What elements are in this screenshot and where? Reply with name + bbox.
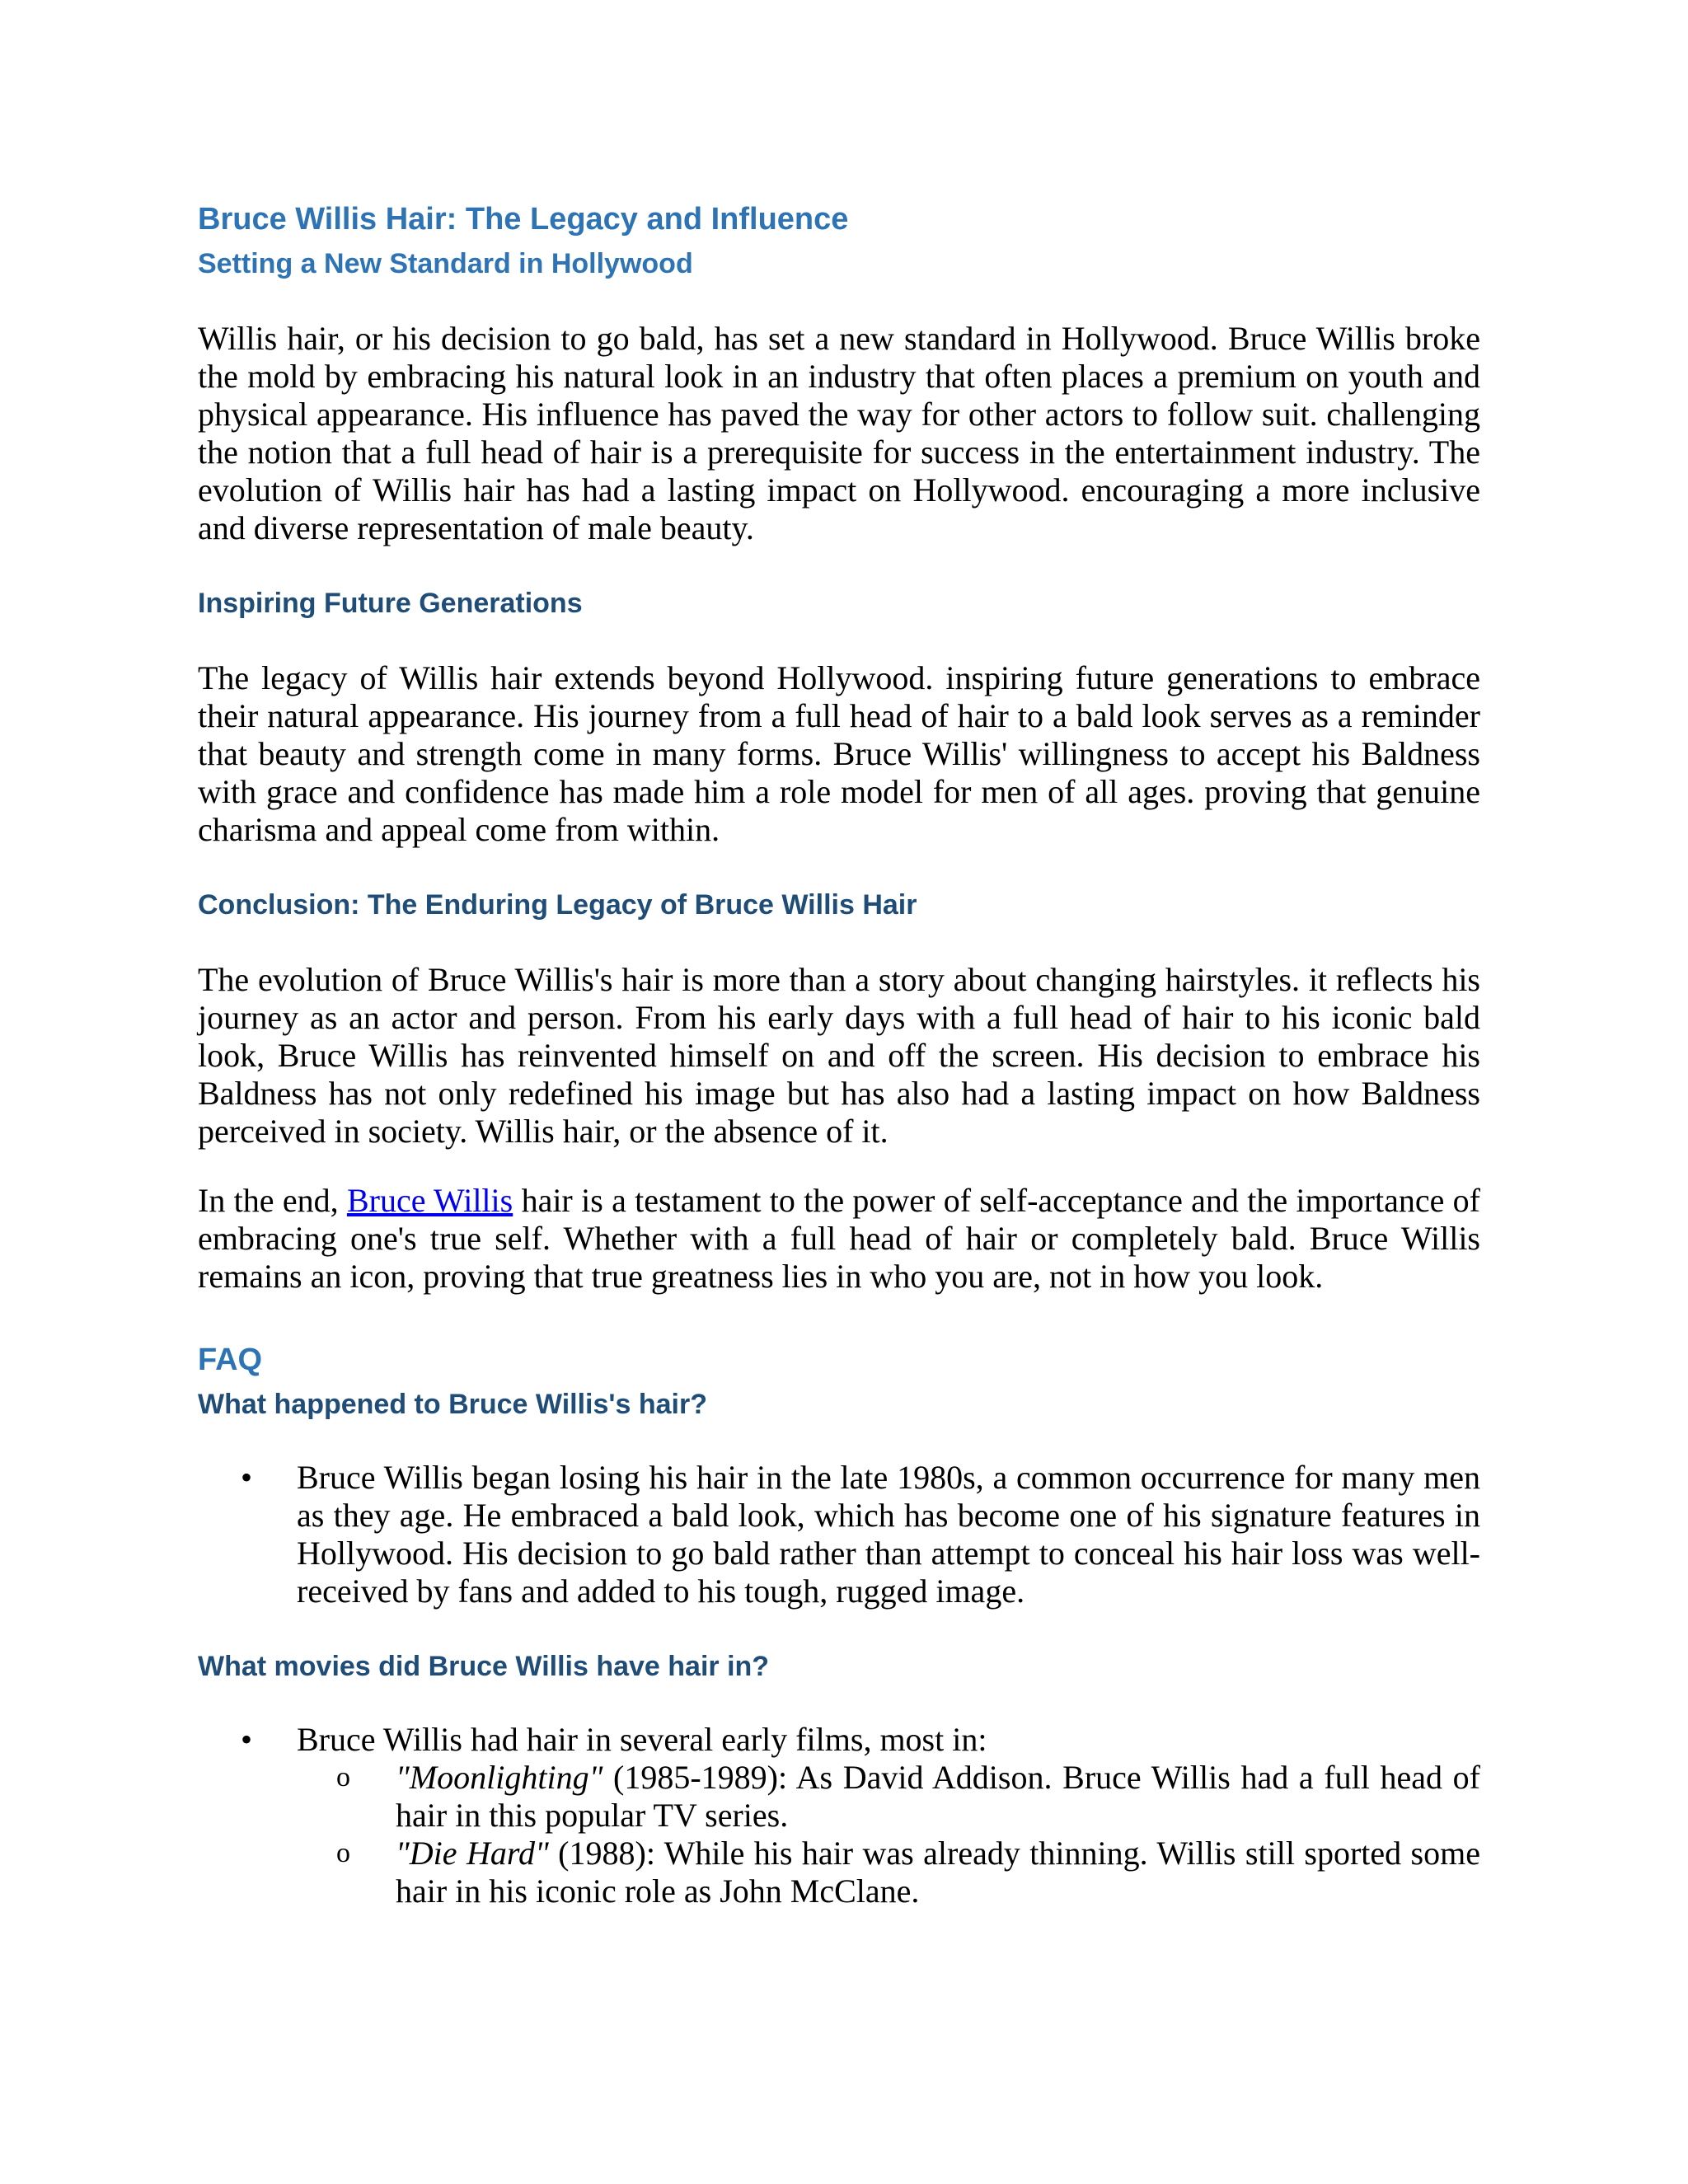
movie-list (297, 1759, 1480, 1910)
faq-answer-2: Bruce Willis had hair in several early films, most in: (297, 1721, 987, 1758)
section-heading-conclusion: Conclusion: The Enduring Legacy of Bruce Willis Hair (198, 889, 917, 921)
document-content (198, 196, 1480, 1910)
paragraph-conclusion-2 (198, 1182, 1480, 1296)
bullet-icon: • (241, 1721, 253, 1758)
paragraph-text: hair is a testament to the power of self-acceptance and the importance of embracing one's true self. Whether with a full head of hair or completely bald. Bruce Willis remains an icon, proving that true greatness lies in who you are, not in how you look. (198, 1182, 1480, 1295)
movie-title: "Moonlighting" (396, 1759, 603, 1796)
movie-item (297, 1835, 1480, 1910)
sub-bullet-icon: o (336, 1838, 350, 1868)
faq-question-1: What happened to Bruce Willis's hair? (198, 1389, 707, 1420)
movie-item (297, 1759, 1480, 1835)
list-item (198, 1459, 1480, 1610)
document-title: Bruce Willis Hair: The Legacy and Influence (198, 202, 849, 237)
bullet-icon: • (241, 1459, 253, 1496)
paragraph-generations: The legacy of Willis hair extends beyond Hollywood. inspiring future generations to embrace their natural appearance. His journey from a full head of hair to a bald look serves as a reminder that beauty and strength come in many forms. Bruce Willis' willingness to accept his Baldness with grace and confidence has made him a role model for men of all ages. proving that genuine charisma and appeal come from within. (198, 659, 1480, 848)
list-item (198, 1721, 1480, 1910)
bruce-willis-link[interactable]: Bruce Willis (346, 1182, 513, 1219)
faq-question-2: What movies did Bruce Willis have hair in? (198, 1651, 770, 1682)
paragraph-text: In the end, (198, 1182, 347, 1219)
movie-description: (1985-1989): As David Addison. Bruce Willis had a full head of hair in this popular TV series. (396, 1759, 1480, 1834)
faq-answer-list-2 (198, 1721, 1480, 1910)
faq-answer-1: Bruce Willis began losing his hair in the late 1980s, a common occurrence for many men as they age. He embraced a bald look, which has become one of his signature features in Hollywood. His decision to go bald rather than attempt to conceal his hair loss was well-received by fans and added to his tough, rugged image. (297, 1459, 1480, 1610)
section-heading-standard: Setting a New Standard in Hollywood (198, 248, 693, 279)
movie-item-text (396, 1835, 1480, 1910)
paragraph-standard: Willis hair, or his decision to go bald, has set a new standard in Hollywood. Bruce Willis broke the mold by embracing his natural look in an industry that often places a premium on youth and physical appearance. His influence has paved the way for other actors to follow suit. challenging the notion that a full head of hair is a prerequisite for success in the entertainment industry. The evolution of Willis hair has had a lasting impact on Hollywood. encouraging a more inclusive and diverse representation of male beauty. (198, 320, 1480, 546)
movie-title: "Die Hard" (396, 1835, 549, 1872)
sub-bullet-icon: o (336, 1762, 350, 1793)
paragraph-conclusion-1: The evolution of Bruce Willis's hair is more than a story about changing hairstyles. it reflects his journey as an actor and person. From his early days with a full head of hair to his iconic bald look, Bruce Willis has reinvented himself on and off the screen. His decision to embrace his Baldness has not only redefined his image but has also had a lasting impact on how Baldness perceived in society. Willis hair, or the absence of it. (198, 961, 1480, 1150)
faq-heading: FAQ (198, 1343, 263, 1377)
movie-item-text (396, 1759, 1480, 1835)
section-heading-generations: Inspiring Future Generations (198, 588, 583, 619)
faq-answer-list-1 (198, 1459, 1480, 1610)
movie-description: (1988): While his hair was already thinning. Willis still sported some hair in his iconic role as John McClane. (396, 1835, 1480, 1910)
